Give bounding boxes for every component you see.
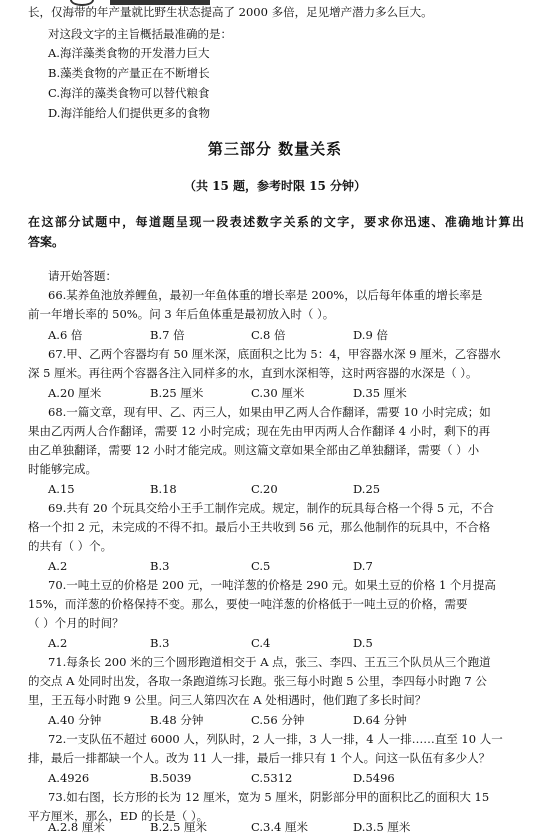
question-72-option-a: A.4926 [48,771,90,785]
question-68-option-c: C.20 [251,482,278,496]
question-71-option-a: A.40 分钟 [48,713,102,727]
intro-line-1: 长，仅海带的年产量就比野生状态提高了 2000 多倍，足见增产潜力多么巨大。 [28,5,433,19]
question-66-option-b: B.7 倍 [150,328,185,342]
question-67-option-b: B.25 厘米 [150,386,204,400]
prev-option-d: D.海洋能给人们提供更多的食物 [48,106,210,120]
question-72-line-2: 排，最后一排都缺一个人。改为 11 人一排，最后一排只有 1 个人。问这一队伍有多少人？ [28,751,491,765]
question-69-option-c: C.5 [251,559,271,573]
question-67-option-a: A.20 厘米 [48,386,102,400]
question-67-line-1: 67.甲、乙两个容器均有 50 厘米深，底面积之比为 5：4，甲容器水深 9 厘米，乙容器水 [48,347,501,361]
start-prompt: 请开始答题： [48,269,117,283]
question-66-option-d: D.9 倍 [353,328,388,342]
question-70-line-1: 70.一吨土豆的价格是 200 元，一吨洋葱的价格是 290 元。如果土豆的价格 1 个月提高 [48,578,496,592]
question-73-option-c: C.3.4 厘米 [251,820,308,834]
question-70-line-3: （ ）个月的时间？ [28,616,124,630]
question-68-line-3: 由乙单独翻译，需要 12 小时才能完成。则这篇文章如果全部由乙单独翻译，需要（ ）小 [28,443,480,457]
question-66-line-1: 66.某养鱼池放养鲤鱼，最初一年鱼体重的增长率是 200%，以后每年体重的增长率是 [48,288,483,302]
question-73-line-2: 平方厘米，那么，ED 的长是（ ）。 [28,809,209,823]
question-68-option-a: A.15 [48,482,75,496]
question-69-option-b: B.3 [150,559,170,573]
question-66-line-2: 前一年增长率的 50%。问 3 年后鱼体重是最初放入时（ ）。 [28,307,335,321]
question-71-option-d: D.64 分钟 [353,713,407,727]
question-72-option-b: B.5039 [150,771,192,785]
section-instruction-2: 答案。 [28,235,65,249]
question-68-line-2: 果由乙丙两人合作翻译，需要 12 小时完成；现在先由甲丙两人合作翻译 4 小时，剩下的再 [28,424,491,438]
question-67-option-c: C.30 厘米 [251,386,305,400]
question-69-option-d: D.7 [353,559,373,573]
question-70-option-b: B.3 [150,636,170,650]
question-71-option-c: C.56 分钟 [251,713,305,727]
question-72-option-d: D.5496 [353,771,395,785]
question-66-option-a: A.6 倍 [48,328,83,342]
section-title: 第三部分 数量关系 [207,140,343,158]
question-68-option-d: D.25 [353,482,381,496]
question-73-option-a: A.2.8 厘米 [48,820,105,834]
question-68-option-b: B.18 [150,482,177,496]
question-70-option-c: C.4 [251,636,271,650]
question-71-line-3: 里，王五每小时跑 9 公里。问三人第四次在 A 处相遇时，他们跑了多长时间？ [28,693,427,707]
question-73-line-1: 73.如右图，长方形的长为 12 厘米，宽为 5 厘米，阴影部分甲的面积比乙的面积大 15 [48,790,490,804]
question-69-line-1: 69.共有 20 个玩具交给小王手工制作完成。规定，制作的玩具每合格一个得 5 元，不合 [48,501,494,515]
section-instruction-1: 在这部分试题中，每道题呈现一段表述数字关系的文字，要求你迅速、准确地计算出 [28,215,524,229]
question-71-line-2: 的交点 A 处同时出发，各取一条跑道练习长跑。张三每小时跑 5 公里，李四每小时跑 7 公 [28,674,487,688]
question-73-option-b: B.2.5 厘米 [150,820,208,834]
intro-line-2: 对这段文字的主旨概括最准确的是： [48,27,232,41]
question-67-option-d: D.35 厘米 [353,386,407,400]
question-68-line-1: 68.一篇文章，现有甲、乙、丙三人，如果由甲乙两人合作翻译，需要 10 小时完成；如 [48,405,491,419]
question-69-option-a: A.2 [48,559,68,573]
prev-option-c: C.海洋的藻类食物可以替代粮食 [48,86,210,100]
prev-option-a: A.海洋藻类食物的开发潜力巨大 [48,46,210,60]
question-70-option-a: A.2 [48,636,68,650]
question-72-option-c: C.5312 [251,771,293,785]
question-69-line-3: 的共有（ ）个。 [28,539,113,553]
question-71-line-1: 71.每条长 200 米的三个圆形跑道相交于 A 点，张三、李四、王五三个队员从三个跑道 [48,655,491,669]
question-70-option-d: D.5 [353,636,373,650]
question-66-option-c: C.8 倍 [251,328,286,342]
question-69-line-2: 格一个扣 2 元，未完成的不得不扣。最后小王共收到 56 元，那么他制作的玩具中，不合格 [28,520,491,534]
question-70-line-2: 15%，而洋葱的价格保持不变。那么，要使一吨洋葱的价格低于一吨土豆的价格，需要 [28,597,468,611]
question-68-line-4: 时能够完成。 [28,462,97,476]
section-subtitle: （共 15 题，参考时限 15 分钟） [183,179,367,193]
question-71-option-b: B.48 分钟 [150,713,204,727]
question-67-line-2: 深 5 厘米。再往两个容器各注入同样多的水，直到水深相等，这时两容器的水深是（ ）。 [28,366,478,380]
question-73-option-d: D.3.5 厘米 [353,820,411,834]
question-72-line-1: 72.一支队伍不超过 6000 人，列队时，2 人一排，3 人一排，4 人一排……直至 10 人一 [48,732,503,746]
prev-option-b: B.藻类食物的产量正在不断增长 [48,66,210,80]
